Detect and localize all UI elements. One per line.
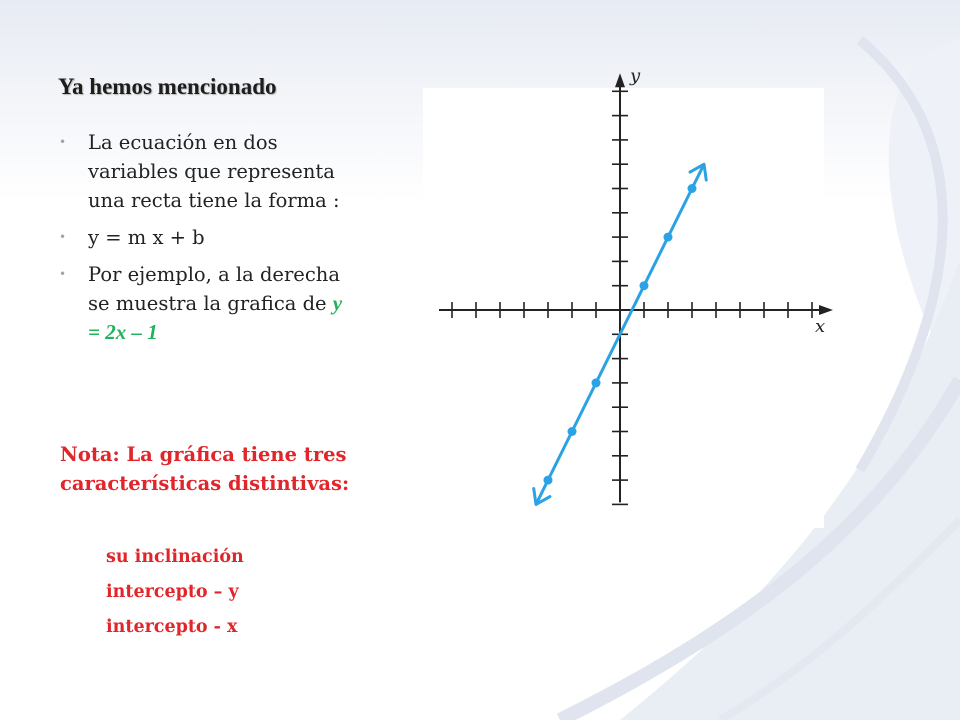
feature-list <box>106 540 244 645</box>
bullet-text: Por ejemplo, a la derecha se muestra la grafica de <box>88 263 340 315</box>
bullet-item <box>58 223 358 252</box>
line-graph <box>423 65 826 528</box>
bullet-list <box>58 128 358 355</box>
bullet-item <box>58 260 358 347</box>
feature-item: su inclinación <box>106 547 244 567</box>
equation-text: y = 2x – 1 <box>88 291 343 344</box>
bullet-dot-icon: • <box>59 267 67 281</box>
graph-panel <box>423 65 826 528</box>
y-axis-label: y <box>630 65 641 87</box>
data-point <box>688 184 697 193</box>
x-axis-label: x <box>815 316 826 337</box>
data-point <box>568 427 577 436</box>
bullet-dot-icon: • <box>59 230 67 244</box>
data-point <box>664 233 673 242</box>
bullet-text: y = m x + b <box>88 226 205 249</box>
bullet-text: La ecuación en dos variables que representa una recta tiene la forma : <box>88 131 340 212</box>
data-point <box>592 378 601 387</box>
data-point <box>544 476 553 485</box>
note-text: Nota: La gráfica tiene tres características distintivas: <box>60 443 350 495</box>
bullet-dot-icon: • <box>59 135 67 149</box>
slide-title: Ya hemos mencionado <box>58 74 277 99</box>
data-point <box>640 281 649 290</box>
feature-item: intercepto – y <box>106 582 239 602</box>
feature-item: intercepto - x <box>106 617 238 637</box>
bullet-item <box>58 128 358 215</box>
